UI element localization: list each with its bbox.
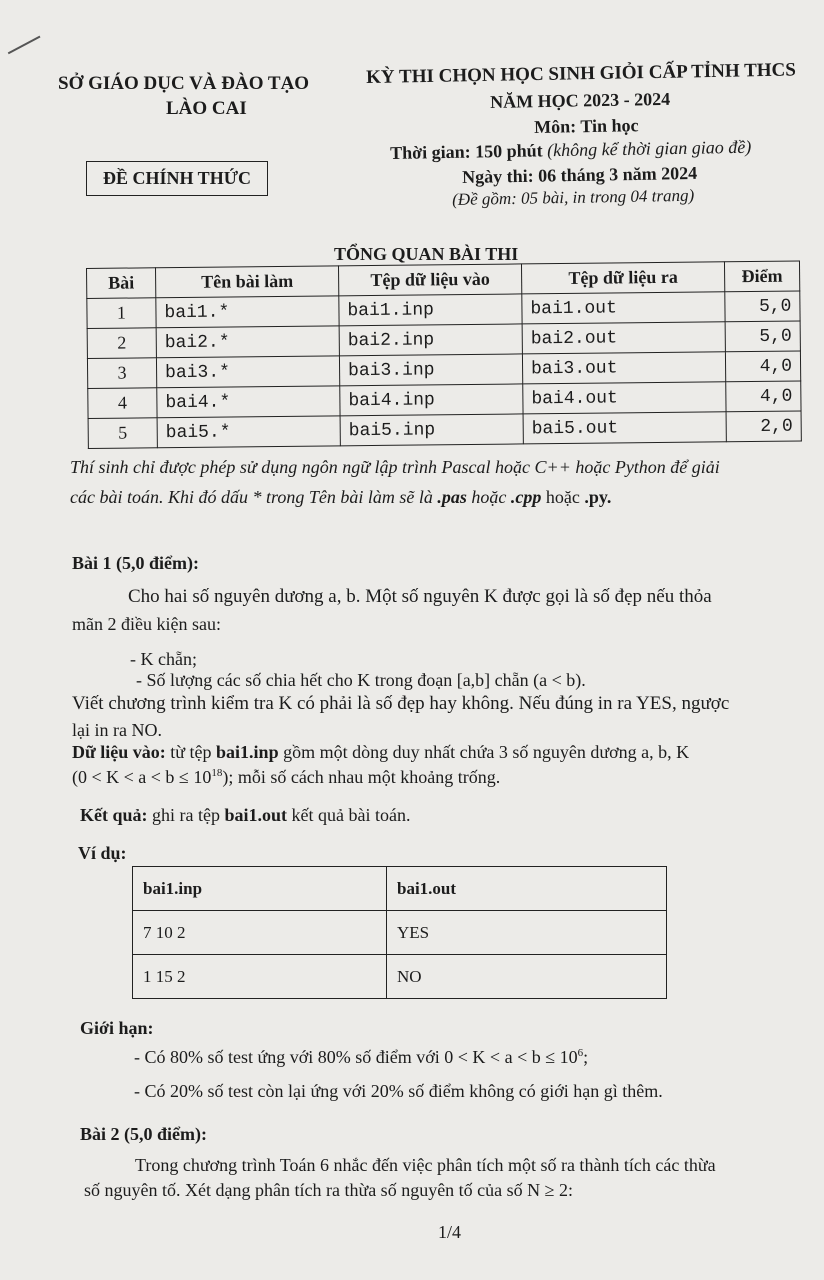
- problem2-line2: số nguyên tố. Xét dạng phân tích ra thừa số nguyên tố của số N ≥ 2:: [84, 1180, 574, 1200]
- cell-input: bai5.inp: [340, 414, 523, 446]
- cell-name: bai1.*: [156, 296, 339, 328]
- input-constraint: (0 < K < a < b ≤ 10: [72, 767, 212, 787]
- problem1-input-line2: [72, 767, 500, 788]
- note-text: các bài toán. Khi đó dấu * trong Tên bài làm sẽ là: [70, 487, 433, 507]
- cell-name: bai3.*: [156, 356, 339, 388]
- col-header-name: Tên bài làm: [156, 266, 339, 298]
- example-input: 1 15 2: [133, 955, 387, 999]
- cell-input: bai2.inp: [339, 324, 522, 356]
- cell-input: bai3.inp: [339, 354, 522, 386]
- problem1-task-line1: Viết chương trình kiểm tra K có phải là số đẹp hay không. Nếu đúng in ra YES, ngược: [72, 693, 730, 714]
- problem1-condition2: - Số lượng các số chia hết cho K trong đoạn [a,b] chẵn (a < b).: [136, 670, 586, 690]
- cell-output: bai5.out: [523, 412, 726, 444]
- cell-output: bai2.out: [522, 322, 725, 354]
- note-or: hoặc: [545, 487, 580, 507]
- example-header-row: [133, 867, 667, 911]
- limit-1-exponent: 6: [577, 1047, 584, 1059]
- problem1-output-line: [80, 805, 410, 826]
- output-label: Kết quả:: [80, 805, 148, 825]
- cell-points: 2,0: [726, 411, 801, 442]
- cell-points: 4,0: [725, 351, 800, 382]
- output-desc: kết quả bài toán.: [291, 805, 411, 825]
- cell-output: bai4.out: [523, 382, 726, 414]
- cell-name: bai5.*: [157, 416, 340, 448]
- limits-label: Giới hạn:: [80, 1018, 154, 1038]
- cell-points: 5,0: [725, 291, 800, 322]
- example-table: [132, 866, 667, 999]
- example-header-input: bai1.inp: [133, 867, 387, 911]
- cell-input: bai1.inp: [339, 294, 522, 326]
- cell-name: bai2.*: [156, 326, 339, 358]
- time-label: Thời gian: 150 phút: [390, 140, 543, 163]
- output-file: bai1.out: [224, 805, 288, 825]
- problem1-para-line1: Cho hai số nguyên dương a, b. Một số nguyên K được gọi là số đẹp nếu thỏa: [128, 586, 712, 607]
- cell-points: 4,0: [726, 381, 801, 412]
- ext-py: .py.: [584, 487, 612, 507]
- input-tail: ); mỗi số cách nhau một khoảng trống.: [222, 767, 501, 787]
- language-note-line2: [70, 487, 611, 508]
- language-note-line1: Thí sinh chỉ được phép sử dụng ngôn ngữ lập trình Pascal hoặc C++ hoặc Python để giải: [70, 457, 720, 477]
- limit-1-tail: ;: [583, 1047, 589, 1067]
- time-note: (không kể thời gian giao đề): [547, 136, 752, 161]
- output-text: ghi ra tệp: [152, 805, 220, 825]
- problem2-heading: Bài 2 (5,0 điểm):: [80, 1124, 207, 1144]
- school-year: NĂM HỌC 2023 - 2024: [490, 88, 671, 112]
- input-file: bai1.inp: [216, 742, 279, 762]
- table-row: [88, 411, 801, 448]
- cell-problem: 1: [87, 298, 156, 329]
- cell-problem: 3: [87, 358, 156, 389]
- cell-output: bai1.out: [522, 292, 725, 324]
- time-line: [390, 137, 751, 164]
- example-label: Ví dụ:: [78, 843, 127, 863]
- table-row: [133, 955, 667, 999]
- note-or: hoặc: [471, 487, 507, 507]
- example-header-output: bai1.out: [387, 867, 667, 911]
- col-header-points: Điểm: [724, 261, 799, 292]
- problem1-task-line2: lại in ra NO.: [72, 720, 162, 740]
- exam-date: Ngày thi: 06 tháng 3 năm 2024: [462, 162, 698, 187]
- overview-title: TỔNG QUAN BÀI THI: [334, 244, 519, 264]
- department-name: SỞ GIÁO DỤC VÀ ĐÀO TẠO: [58, 73, 310, 94]
- limit-1-text: - Có 80% số test ứng với 80% số điểm với 0 < K < a < b ≤ 10: [134, 1047, 578, 1067]
- exam-title: KỲ THI CHỌN HỌC SINH GIỎI CẤP TỈNH THCS: [366, 59, 797, 88]
- cell-problem: 2: [87, 328, 156, 359]
- cell-output: bai3.out: [522, 352, 725, 384]
- problem1-heading: Bài 1 (5,0 điểm):: [72, 553, 199, 573]
- col-header-input-file: Tệp dữ liệu vào: [338, 264, 521, 296]
- col-header-problem: Bài: [87, 268, 156, 299]
- cell-problem: 4: [88, 388, 157, 419]
- cell-input: bai4.inp: [340, 384, 523, 416]
- problem1-condition1: - K chẵn;: [130, 649, 197, 669]
- input-exponent: 18: [211, 767, 223, 779]
- subject: Môn: Tin học: [534, 115, 639, 137]
- pen-mark: [8, 36, 40, 54]
- example-input: 7 10 2: [133, 911, 387, 955]
- limit-1: [134, 1047, 588, 1068]
- table-row: [133, 911, 667, 955]
- overview-table: [86, 261, 802, 449]
- problem2-line1: Trong chương trình Toán 6 nhắc đến việc phân tích một số ra thành tích các thừa: [135, 1155, 716, 1175]
- paper-note: (Đề gồm: 05 bài, in trong 04 trang): [452, 185, 695, 209]
- page-number: 1/4: [438, 1222, 462, 1242]
- official-stamp: ĐỀ CHÍNH THỨC: [86, 161, 268, 196]
- input-desc: gồm một dòng duy nhất chứa 3 số nguyên dương a, b, K: [283, 742, 690, 762]
- input-text: từ tệp: [170, 742, 212, 762]
- example-output: YES: [387, 911, 667, 955]
- limit-2: - Có 20% số test còn lại ứng với 20% số điểm không có giới hạn gì thêm.: [134, 1081, 663, 1101]
- cell-points: 5,0: [725, 321, 800, 352]
- cell-problem: 5: [88, 418, 157, 449]
- example-output: NO: [387, 955, 667, 999]
- province-name: LÀO CAI: [166, 98, 247, 119]
- input-label: Dữ liệu vào:: [72, 742, 166, 762]
- cell-name: bai4.*: [157, 386, 340, 418]
- problem1-input-line1: [72, 742, 689, 763]
- ext-pas: .pas: [437, 487, 467, 507]
- ext-cpp: .cpp: [510, 487, 542, 507]
- col-header-output-file: Tệp dữ liệu ra: [521, 262, 724, 294]
- problem1-para-line2: mãn 2 điều kiện sau:: [72, 614, 221, 634]
